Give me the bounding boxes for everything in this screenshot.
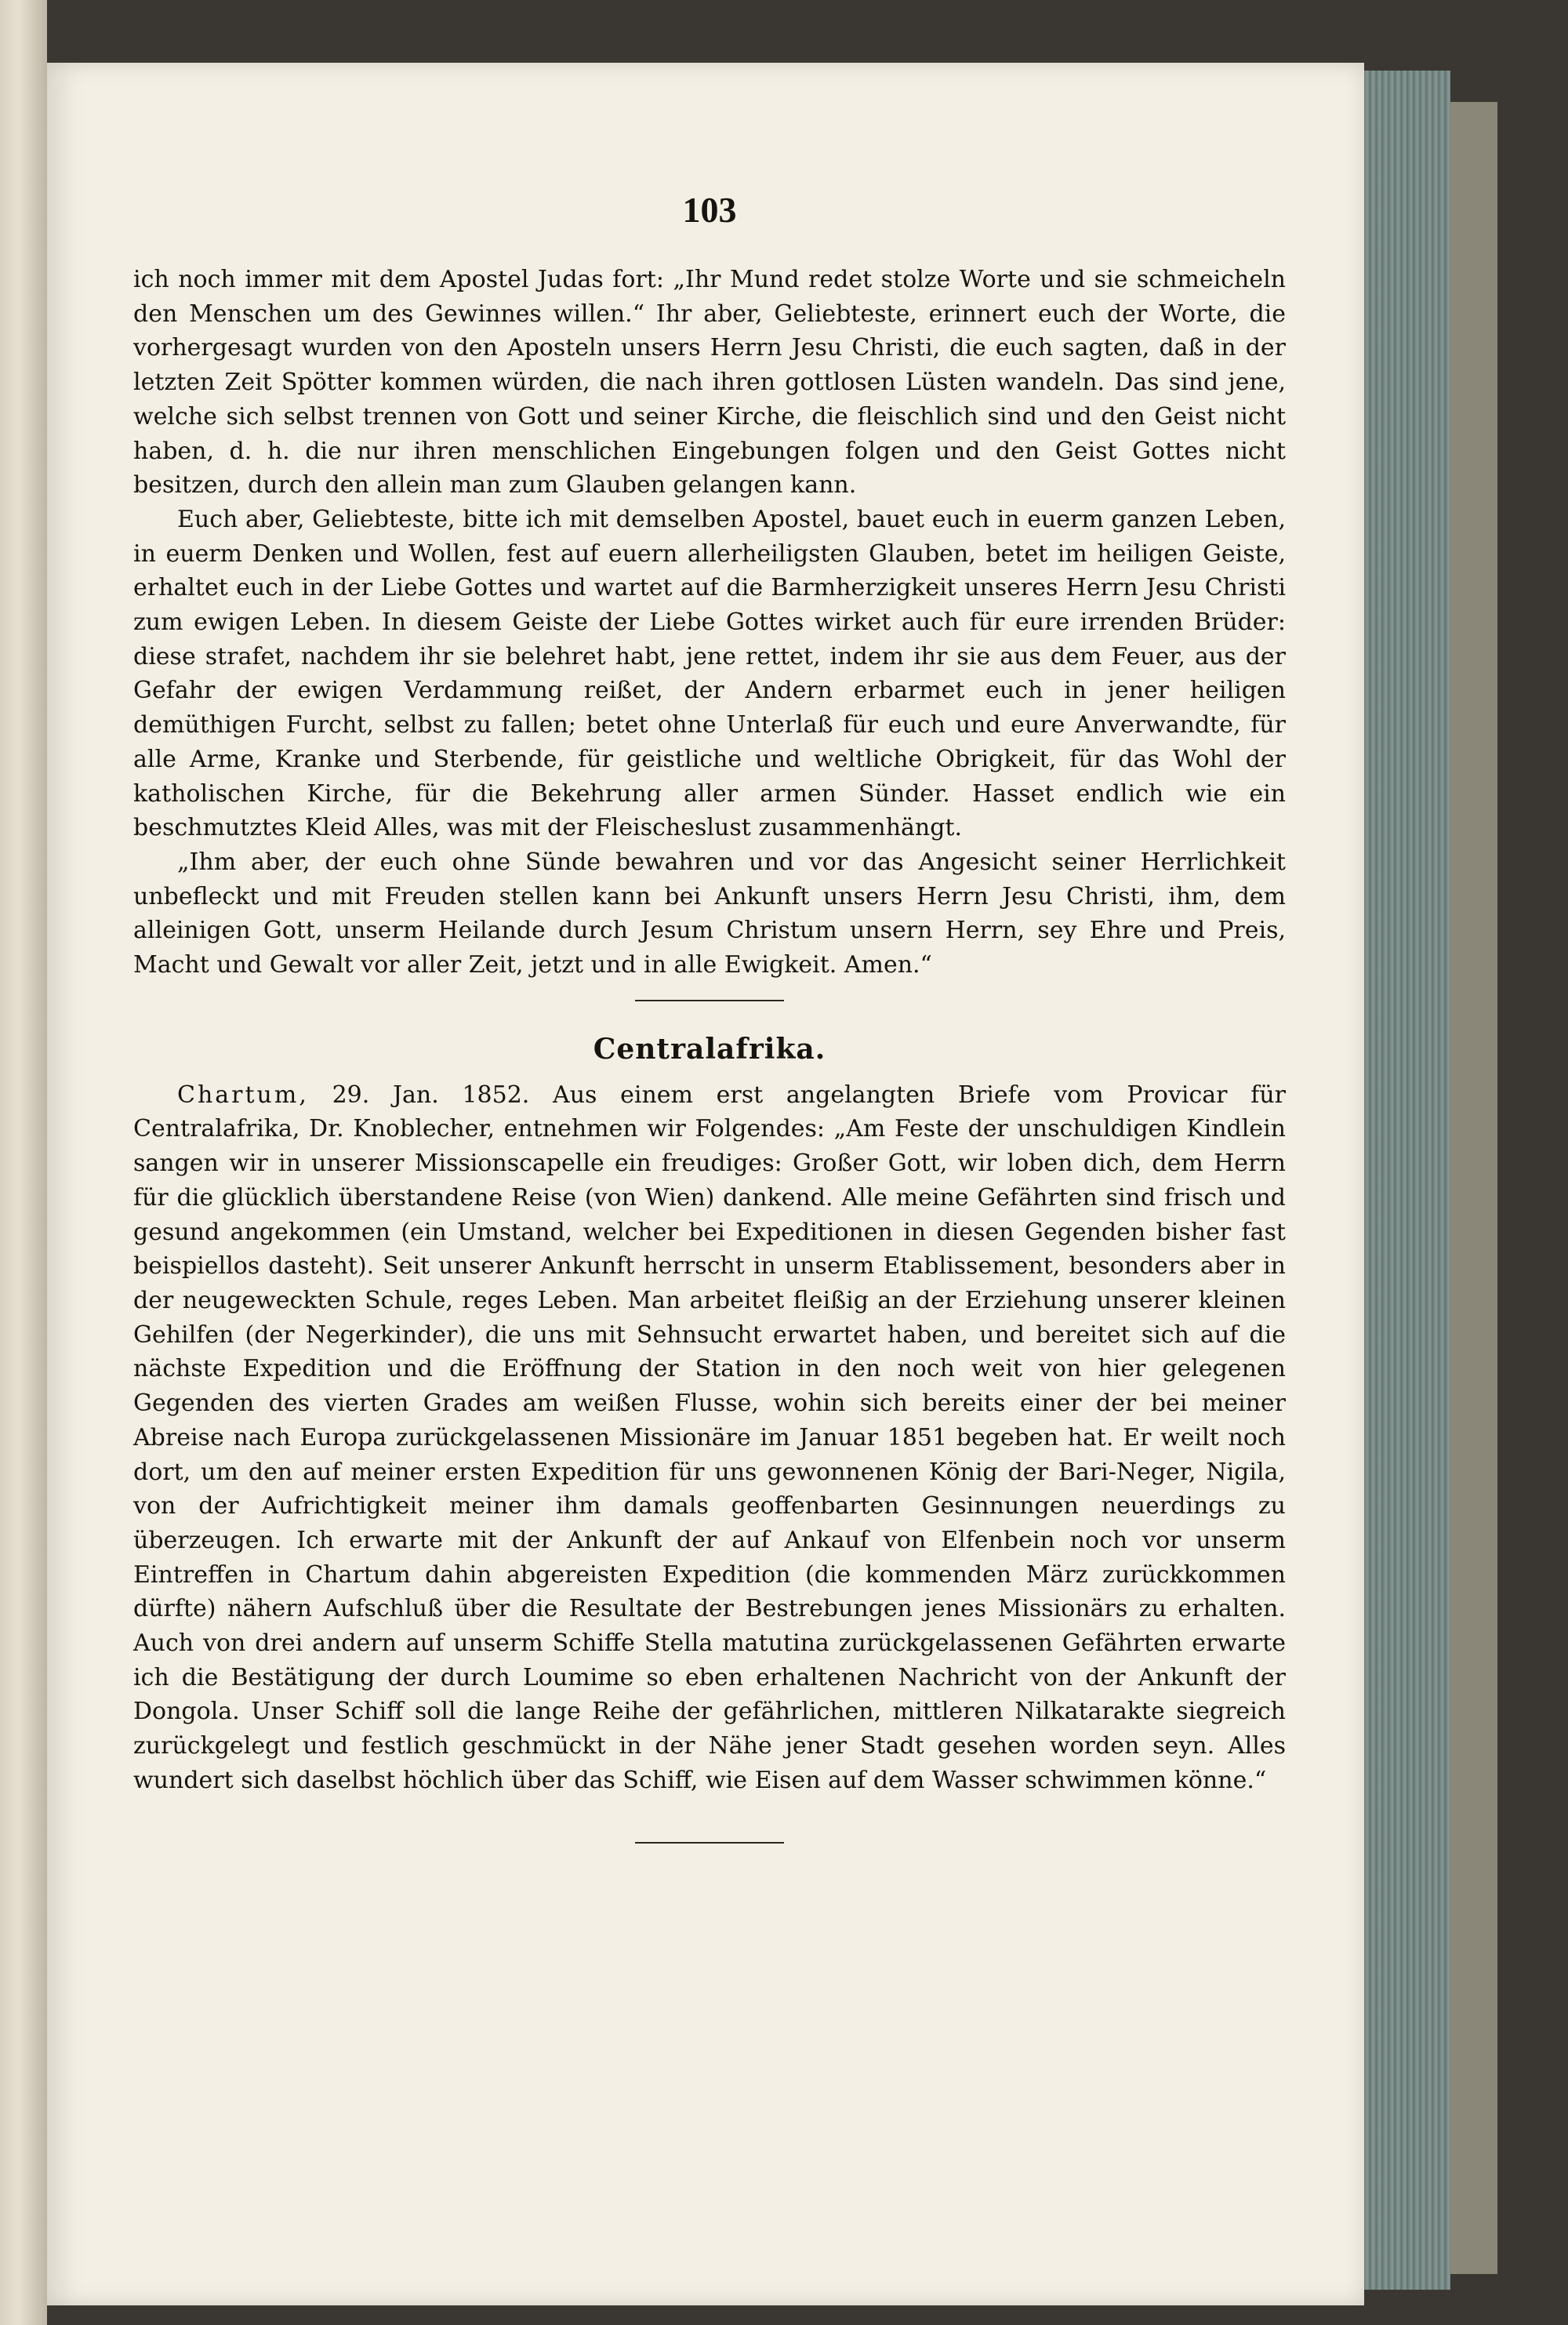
- sermon-paragraph-3: „Ihm aber, der euch ohne Sünde bewahren und vor das Angesicht seiner Herrlichkeit unbefleckt und mit Freuden stellen kann bei Ankunft unsers Herrn Jesu Christi, ihm, dem alleinigen Gott, unserm Heilande durch Jesum Christum unsern Herrn, sey Ehre und Preis, Macht und Gewalt vor aller Zeit, jetzt und in alle Ewigkeit. Amen.“: [133, 848, 1286, 979]
- section-divider: [635, 1000, 784, 1001]
- facing-page-edge: [0, 0, 47, 2325]
- book-page: [47, 63, 1364, 2305]
- section-heading: Centralafrika.: [593, 1032, 826, 1066]
- page-number: 103: [682, 190, 737, 230]
- book-cover-edge: [1450, 102, 1497, 2274]
- report-text: 29. Jan. 1852. Aus einem erst angelangten Briefe vom Provicar für Centralafrika, Dr. Knoblecher, entnehmen wir Folgendes: „Am Feste der unschuldigen Kindlein sangen wir in unserer Missionscapelle ein freudiges: Großer Gott, wir loben dich, dem Herrn für die glücklich überstandene Reise (von Wien) dankend. Alle meine Gefährten sind frisch und gesund angekommen (ein Umstand, welcher bei Expeditionen in diesen Gegenden bisher fast beispiellos dasteht). Seit unserer Ankunft herrscht in unserm Etablissement, besonders aber in der neugeweckten Schule, reges Leben. Man arbeitet fleißig an der Erziehung unserer kleinen Gehilfen (der Negerkinder), die uns mit Sehnsucht erwartet haben, und bereitet sich auf die nächste Expedition und die Eröffnung der Station in den noch weit von hier gelegenen Gegenden des vierten Grades am weißen Flusse, wohin sich bereits einer der bei meiner Abreise nach Europa zurückgelassenen Missionäre im Januar 1851 begeben hat. Er weilt noch dort, um den auf meiner ersten Expedition für uns gewonnenen König der Bari-Neger, Nigila, von der Aufrichtigkeit meiner ihm damals geoffenbarten Gesinnungen neuerdings zu überzeugen. Ich erwarte mit der Ankunft der auf Ankauf von Elfenbein noch vor unserm Eintreffen in Chartum dahin abgereisten Expedition (die kommenden März zurückkommen dürfte) nähern Aufschluß über die Resultate der Bestrebungen jenes Missionärs zu erhalten. Auch von drei andern auf unserm Schiffe Stella matutina zurückgelassenen Gefährten erwarte ich die Bestätigung der durch Loumime so eben erhaltenen Nachricht von der Ankunft der Dongola. Unser Schiff soll die lange Reihe der gefährlichen, mittleren Nilkatarakte siegreich zurückgelegt und festlich geschmückt in der Nähe jener Stadt gesehen worden seyn. Alles wundert sich daselbst höchlich über das Schiff, wie Eisen auf dem Wasser schwimmen könne.“: [133, 1081, 1286, 1794]
- report-dateline: Chartum,: [177, 1081, 309, 1109]
- report-paragraph: [133, 1078, 1286, 1798]
- page-block-edge: [1364, 71, 1450, 2290]
- sermon-paragraph-1: ich noch immer mit dem Apostel Judas fort: „Ihr Mund redet stolze Worte und sie schmeicheln den Menschen um des Gewinnes willen.“ Ihr aber, Geliebteste, erinnert euch der Worte, die vorhergesagt wurden von den Aposteln unsers Herrn Jesu Christi, die euch sagten, daß in der letzten Zeit Spötter kommen würden, die nach ihren gottlosen Lüsten wandeln. Das sind jene, welche sich selbst trennen von Gott und seiner Kirche, die fleischlich sind und den Geist nicht haben, d. h. die nur ihren menschlichen Eingebungen folgen und den Geist Gottes nicht besitzen, durch den allein man zum Glauben gelangen kann.: [133, 266, 1286, 500]
- end-divider: [635, 1842, 784, 1844]
- page-content: [133, 192, 1286, 1844]
- sermon-paragraph-2: Euch aber, Geliebteste, bitte ich mit demselben Apostel, bauet euch in euerm ganzen Leben, in euerm Denken und Wollen, fest auf euern allerheiligsten Glauben, betet im heiligen Geiste, erhaltet euch in der Liebe Gottes und wartet auf die Barmherzigkeit unseres Herrn Jesu Christi zum ewigen Leben. In diesem Geiste der Liebe Gottes wirket auch für eure irrenden Brüder: diese strafet, nachdem ihr sie belehret habt, jene rettet, indem ihr sie aus dem Feuer, aus der Gefahr der ewigen Verdammung reißet, der Andern erbarmet euch in jener heiligen demüthigen Furcht, selbst zu fallen; betet ohne Unterlaß für euch und eure Anverwandte, für alle Arme, Kranke und Sterbende, für geistliche und weltliche Obrigkeit, für das Wohl der katholischen Kirche, für die Bekehrung aller armen Sünder. Hasset endlich wie ein beschmutztes Kleid Alles, was mit der Fleischeslust zusammenhängt.: [133, 505, 1286, 842]
